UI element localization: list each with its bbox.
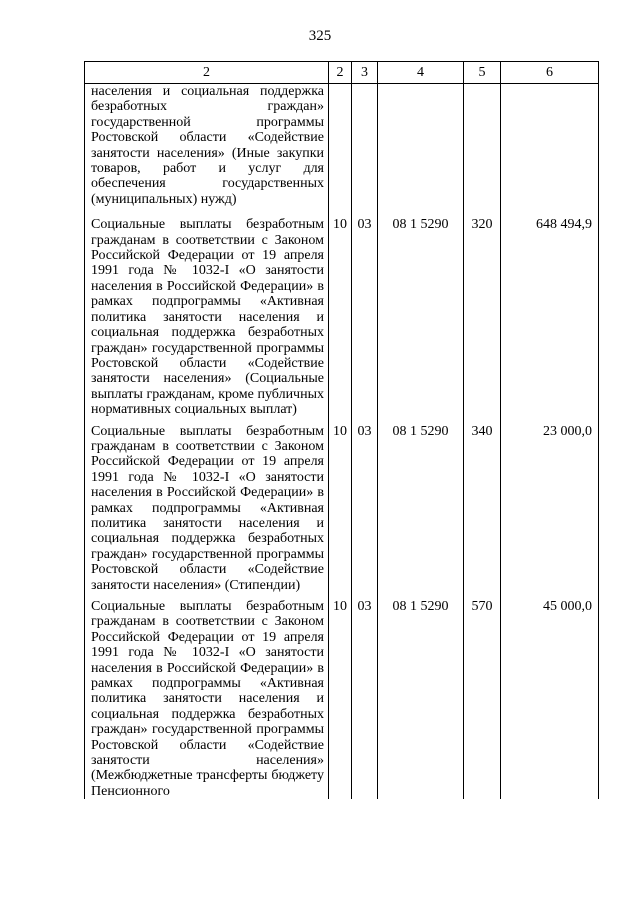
table-row (85, 593, 599, 799)
header-name: 2 (85, 62, 329, 84)
header-target-article: 4 (378, 62, 464, 84)
row-name: Социальные выплаты безработным гражданам в соответствии с Законом Российской Федерации от 19 апреля 1991 года № 1032-I «О занятости населения в Российской Федерации» в рамках подпрограммы «Активная политика занятости населения и социальная поддержка безработных граждан» государственной программы Ростовской области «Содействие занятости населения» (Межбюджетные трансферты бюджету Пенсионного (85, 593, 329, 799)
row-name: Социальные выплаты безработным гражданам в соответствии с Законом Российской Федерации от 19 апреля 1991 года № 1032-I «О занятости населения в Российской Федерации» в рамках подпрограммы «Активная политика занятости населения и социальная поддержка безработных граждан» государственной программы Ростовской области «Содействие занятости населения» (Стипендии) (85, 418, 329, 593)
row-amount: 45 000,0 (501, 593, 599, 799)
row-subsection: 03 (352, 593, 378, 799)
row-target-article: 08 1 5290 (378, 593, 464, 799)
table-row (85, 211, 599, 417)
row-subsection: 03 (352, 418, 378, 593)
row-expense-type: 320 (464, 211, 501, 417)
row-name: Социальные выплаты безработным гражданам в соответствии с Законом Российской Федерации от 19 апреля 1991 года № 1032-I «О занятости населения в Российской Федерации» в рамках подпрограммы «Активная политика занятости населения и социальная поддержка безработных граждан» государственной программы Ростовской области «Содействие занятости населения» (Социальные выплаты гражданам, кроме публичных нормативных социальных выплат) (85, 211, 329, 417)
header-amount: 6 (501, 62, 599, 84)
row-subsection: 03 (352, 211, 378, 417)
row-expense-type: 340 (464, 418, 501, 593)
row-target-article: 08 1 5290 (378, 418, 464, 593)
header-expense-type: 5 (464, 62, 501, 84)
row-expense-type: 570 (464, 593, 501, 799)
table-row-continuation (85, 84, 599, 212)
row-target-article: 08 1 5290 (378, 211, 464, 417)
row-section: 10 (329, 593, 352, 799)
row-section: 10 (329, 211, 352, 417)
header-section: 2 (329, 62, 352, 84)
table-header-row (85, 62, 599, 84)
row-amount: 648 494,9 (501, 211, 599, 417)
row-name: населения и социальная поддержка безработных граждан» государственной программы Ростовской области «Содействие занятости населения» (Иные закупки товаров, работ и услуг для обеспечения государственных (муниципальных) нужд) (85, 84, 329, 212)
row-amount: 23 000,0 (501, 418, 599, 593)
row-section: 10 (329, 418, 352, 593)
header-subsection: 3 (352, 62, 378, 84)
table-row (85, 418, 599, 593)
page-number: 325 (308, 28, 332, 44)
budget-table (84, 61, 599, 799)
